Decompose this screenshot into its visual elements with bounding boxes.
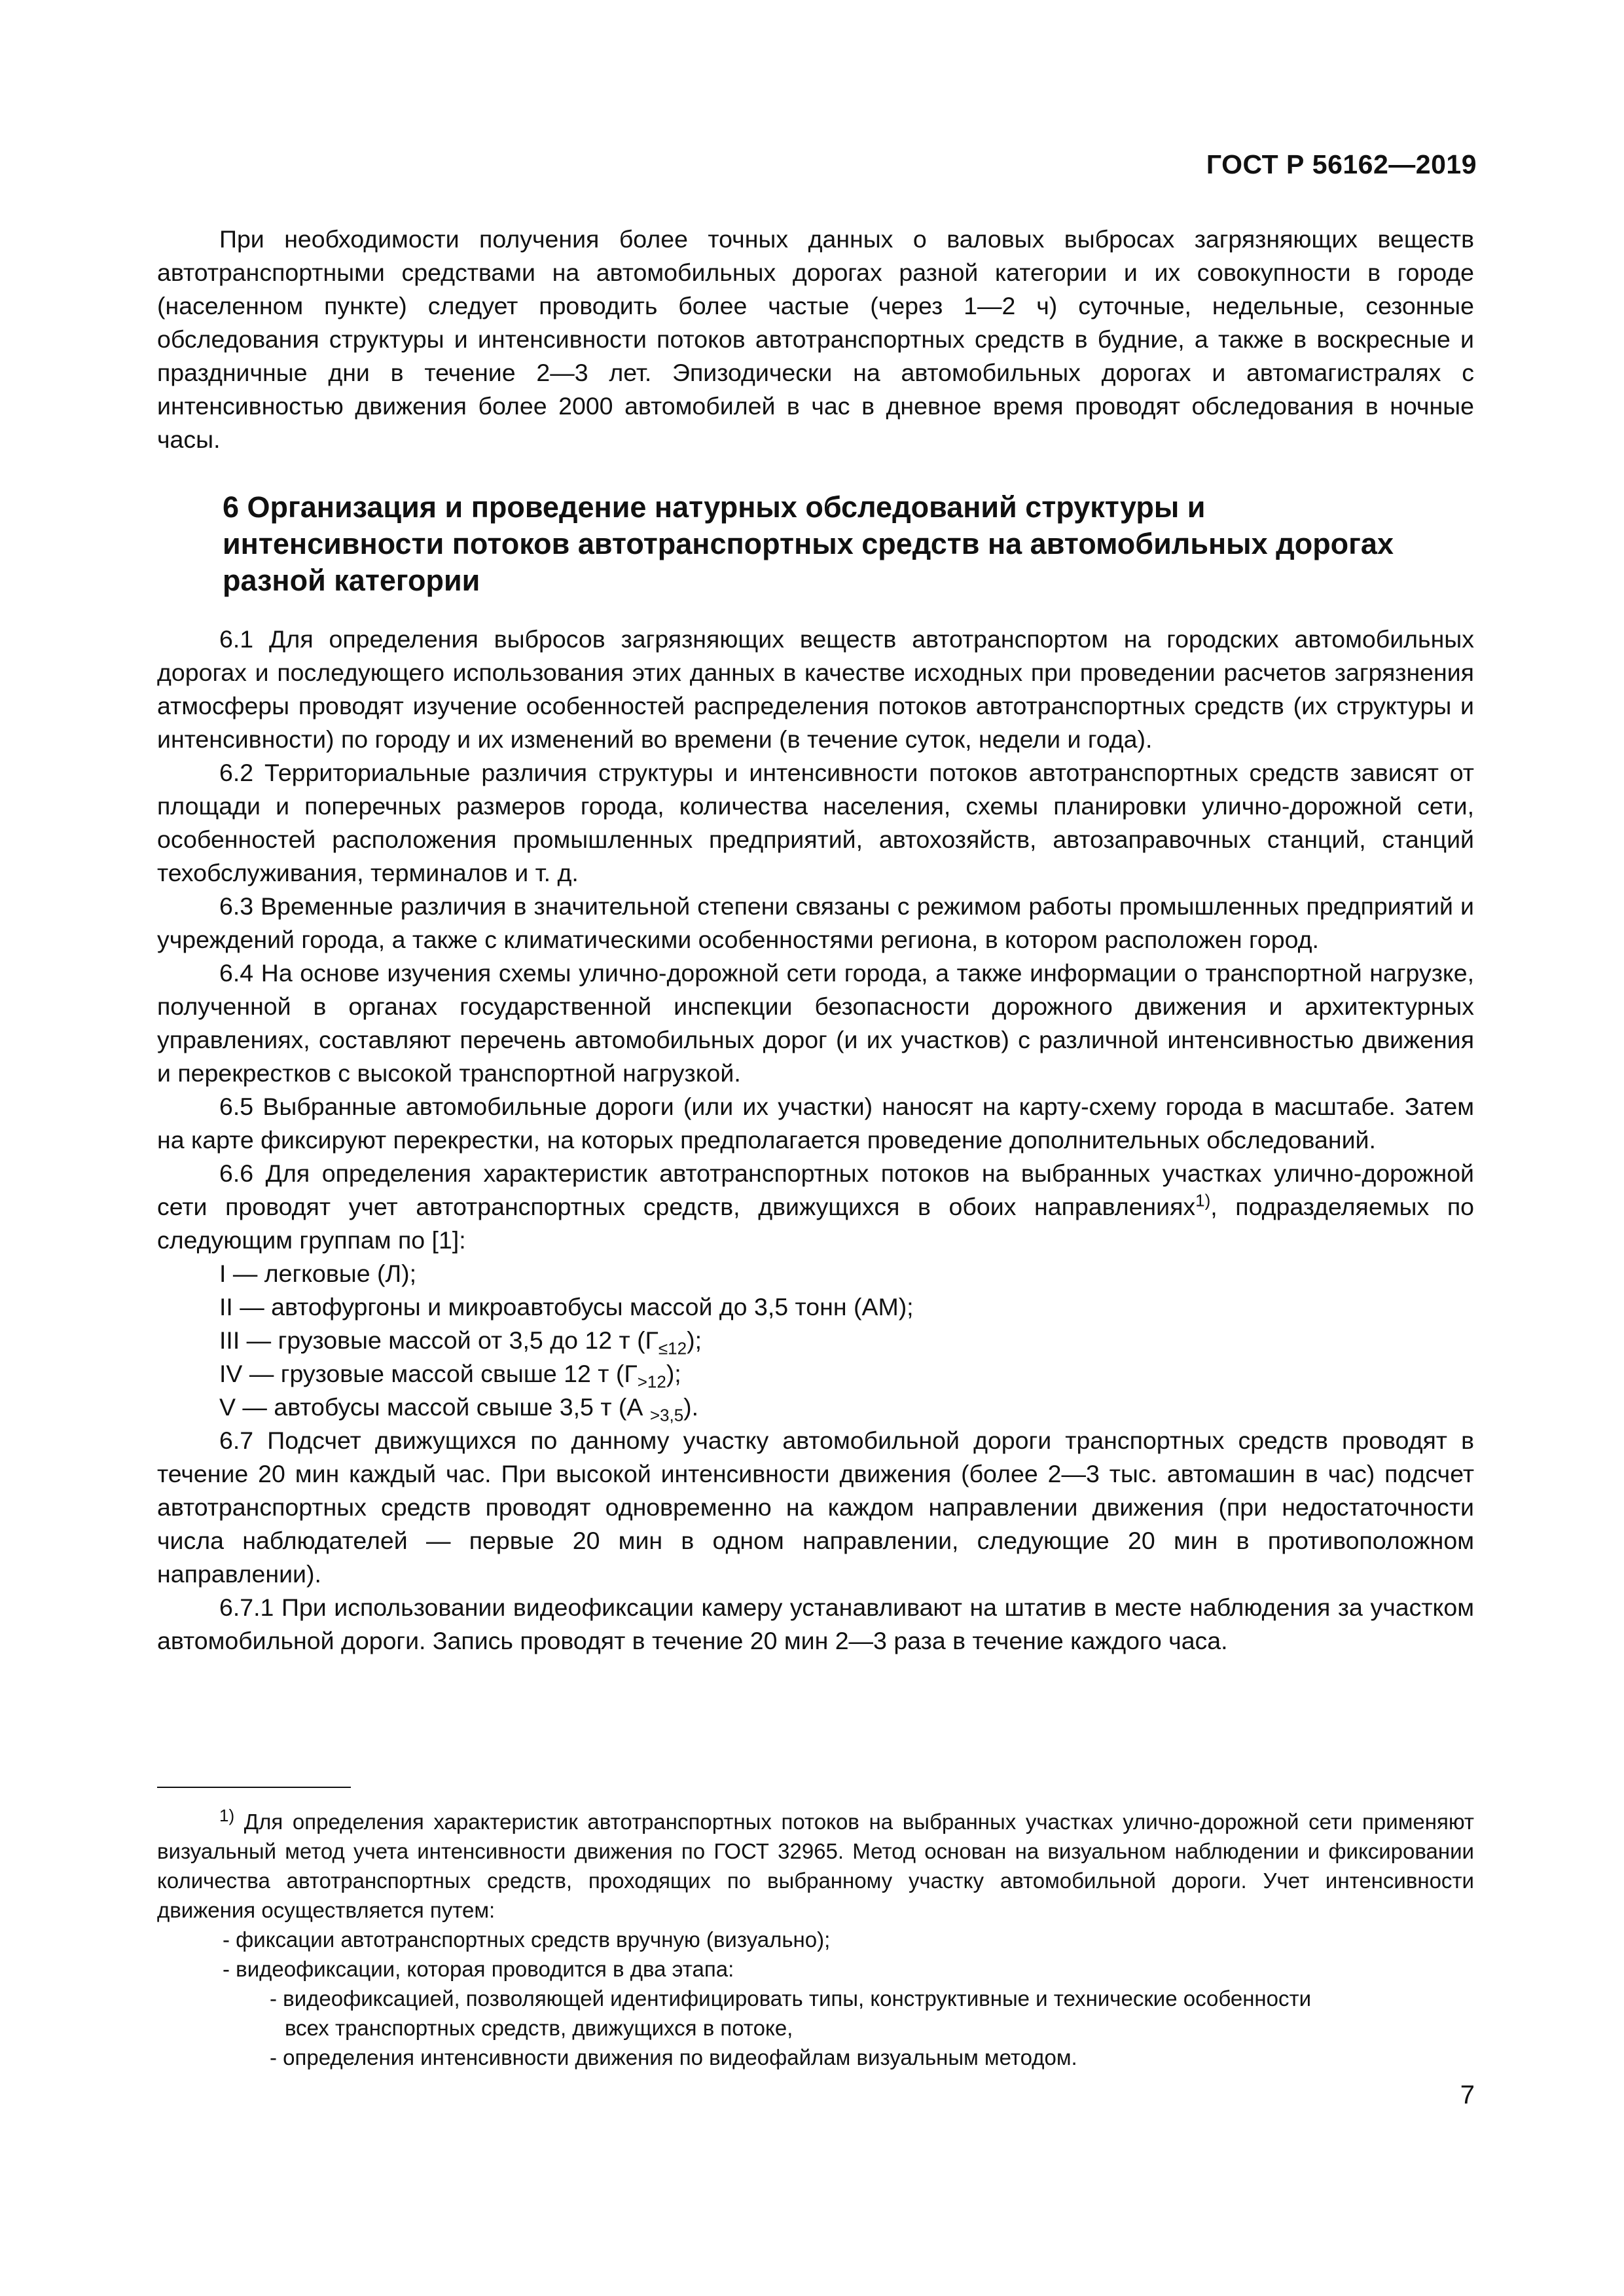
group-item xyxy=(157,1357,1474,1391)
paragraph-6-4: 6.4 На основе изучения схемы улично-дорожной сети города, а также информации о транспортной нагрузке, полученной в органах государственной инспекции безопасности дорожного движения и архитектурных управлениях, составляют перечень автомобильных дорог (и их участков) с различной интенсивностью движения и перекрестков с высокой транспортной нагрузкой. xyxy=(157,959,1474,1087)
group-subscript: >3,5 xyxy=(649,1405,684,1425)
footnote-block xyxy=(157,1807,1474,2072)
main-text xyxy=(157,223,1474,1658)
footnote-subitem-continuation: всех транспортных средств, движущихся в потоке, xyxy=(285,2016,793,2040)
paragraph-6-6-text: 6.6 Для определения характеристик автотранспортных потоков на выбранных участках улично-дорожной сети проводят учет автотранспортных средств, движущихся в обоих направлениях xyxy=(157,1159,1474,1220)
footnote-subitem: - определения интенсивности движения по видеофайлам визуальным методом. xyxy=(270,2045,1077,2069)
group-text: III — грузовые массой от 3,5 до 12 т (Г xyxy=(219,1326,659,1354)
paragraph-6-7-1: 6.7.1 При использовании видеофиксации камеру устанавливают на штатив в месте наблюдения за участком автомобильной дороги. Запись проводят в течение 20 мин 2—3 раза в течение каждого часа. xyxy=(157,1594,1474,1654)
group-text-end: ). xyxy=(683,1393,699,1421)
footnote-item: - фиксации автотранспортных средств вручную (визуально); xyxy=(223,1927,831,1952)
paragraph-6-3: 6.3 Временные различия в значительной степени связаны с режимом работы промышленных предприятий и учреждений города, а также с климатическими особенностями региона, в котором расположен город. xyxy=(157,892,1474,953)
paragraph-6-5: 6.5 Выбранные автомобильные дороги (или их участки) наносят на карту-схему города в масштабе. Затем на карте фиксируют перекрестки, на которых предполагается проведение дополнительных обследований. xyxy=(157,1093,1474,1154)
group-text-end: ); xyxy=(666,1360,681,1387)
intro-paragraph: При необходимости получения более точных данных о валовых выбросах загрязняющих веществ автотранспортными средствами на автомобильных дорогах разной категории и их совокупности в городе (населенном пункте) следует проводить более частые (через 1—2 ч) суточные, недельные, сезонные обследования структуры и интенсивности потоков автотранспортных средств в будние, а также в воскресные и праздничные дни в течение 2—3 лет. Эпизодически на автомобильных дорогах и автомагистралях с интенсивностью движения более 2000 автомобилей в час в дневное время проводят обследования в ночные часы. xyxy=(157,225,1474,453)
group-text-end: ); xyxy=(687,1326,702,1354)
section-heading: 6 Организация и проведение натурных обследований структуры и интенсивности потоков автотранспортных средств на автомобильных дорогах разной категории xyxy=(223,490,1394,597)
standard-code-header: ГОСТ Р 56162—2019 xyxy=(1206,149,1477,179)
paragraph-6-2: 6.2 Территориальные различия структуры и интенсивности потоков автотранспортных средств зависят от площади и поперечных размеров города, количества населения, схемы планировки улично-дорожной сети, особенностей расположения промышленных предприятий, автохозяйств, автозаправочных станций, станций техобслуживания, терминалов и т. д. xyxy=(157,759,1474,886)
footnote-subitem: - видеофиксацией, позволяющей идентифицировать типы, конструктивные и технические особенности xyxy=(270,1986,1312,2011)
group-item xyxy=(157,1324,1474,1357)
group-item: II — автофургоны и микроавтобусы массой до 3,5 тонн (АМ); xyxy=(219,1293,914,1321)
group-item: I — легковые (Л); xyxy=(219,1260,417,1287)
footnote-item: - видеофиксации, которая проводится в два этапа: xyxy=(223,1957,734,1981)
group-subscript: >12 xyxy=(637,1372,666,1392)
footnote-body: Для определения характеристик автотранспортных потоков на выбранных участках улично-дорожной сети применяют визуальный метод учета интенсивности движения по ГОСТ 32965. Метод основан на визуальном наблюдении и фиксировании количества автотранспортных средств, проходящих по выбранному участку автомобильной дороги. Учет интенсивности движения осуществляется путем: xyxy=(157,1810,1474,1922)
footnote-reference: 1) xyxy=(1195,1190,1211,1211)
paragraph-6-6 xyxy=(157,1157,1474,1257)
footnote-divider xyxy=(157,1787,351,1788)
paragraph-6-6-text-end: , подразделяемых по следующим группам по [1]: xyxy=(157,1193,1474,1254)
footnote-marker: 1) xyxy=(219,1806,235,1825)
vehicle-group-list xyxy=(157,1257,1474,1424)
group-subscript: ≤12 xyxy=(658,1338,687,1358)
footnote-text xyxy=(157,1807,1474,1925)
paragraph-6-1: 6.1 Для определения выбросов загрязняющих веществ автотранспортом на городских автомобильных дорогах и последующего использования этих данных в качестве исходных при проведении расчетов загрязнения атмосферы проводят изучение особенностей распределения потоков автотранспортных средств (их структуры и интенсивности) по городу и их изменений во времени (в течение суток, недели и года). xyxy=(157,625,1474,753)
group-item xyxy=(157,1391,1474,1424)
group-text: V — автобусы массой свыше 3,5 т (А xyxy=(219,1393,650,1421)
group-text: IV — грузовые массой свыше 12 т (Г xyxy=(219,1360,638,1387)
paragraph-6-7: 6.7 Подсчет движущихся по данному участку автомобильной дороги транспортных средств проводят в течение 20 мин каждый час. При высокой интенсивности движения (более 2—3 тыс. автомашин в час) подсчет автотранспортных средств проводят одновременно на каждом направлении движения (при недостаточности числа наблюдателей — первые 20 мин в одном направлении, следующие 20 мин в противоположном направлении). xyxy=(157,1427,1474,1588)
page-number: 7 xyxy=(1460,2081,1475,2109)
